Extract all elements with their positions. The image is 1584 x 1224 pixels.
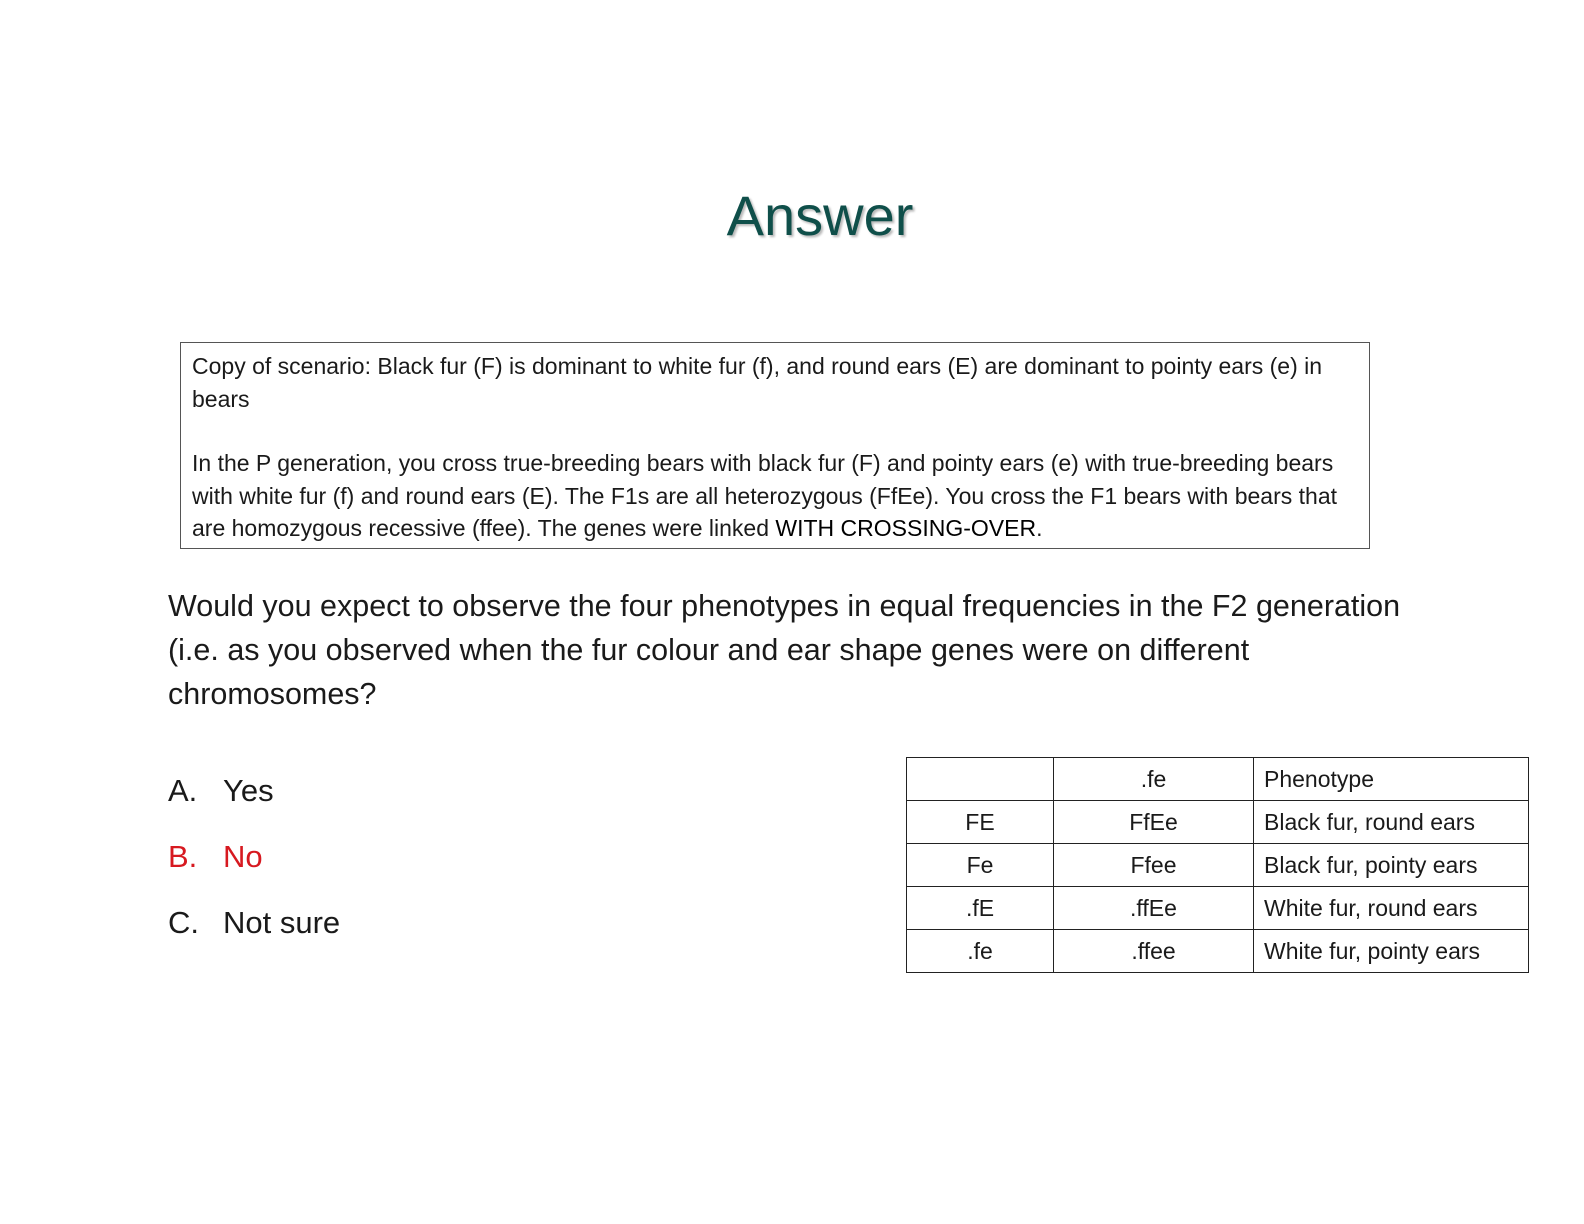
- genotype-cell: .ffee: [1054, 930, 1254, 973]
- table-header-row: [907, 758, 1529, 801]
- scenario-details: [192, 447, 1358, 545]
- option-b-correct[interactable]: [168, 839, 340, 875]
- scenario-details-text: In the P generation, you cross true-breeding bears with black fur (F) and pointy ears (e) with true-breeding bears with white fur (f) and round ears (E). The F1s are all heterozygous (FfEe). You cross the F1 bears with bears that are homozygous recessive (ffee). The genes were linked: [192, 450, 1338, 541]
- phenotype-cell: Black fur, round ears: [1254, 801, 1529, 844]
- gamete-cell: Fe: [907, 844, 1054, 887]
- scenario-box: [180, 342, 1370, 549]
- phenotype-cell: White fur, pointy ears: [1254, 930, 1529, 973]
- gamete-cell: .fE: [907, 887, 1054, 930]
- crossing-over-emphasis: WITH CROSSING-OVER: [775, 515, 1037, 541]
- scenario-intro: Copy of scenario: Black fur (F) is dominant to white fur (f), and round ears (E) are dominant to pointy ears (e) in bears: [192, 353, 1323, 412]
- genotype-cell: Ffee: [1054, 844, 1254, 887]
- option-a[interactable]: [168, 773, 340, 809]
- genotype-phenotype-table: [906, 757, 1529, 973]
- table-row: [907, 801, 1529, 844]
- phenotype-cell: Black fur, pointy ears: [1254, 844, 1529, 887]
- header-cell-gamete: [907, 758, 1054, 801]
- table-row: [907, 844, 1529, 887]
- table-row: [907, 887, 1529, 930]
- header-cell-fe: .fe: [1054, 758, 1254, 801]
- option-c-text: Not sure: [223, 905, 341, 940]
- option-b-text: No: [223, 839, 263, 874]
- slide-title: Answer: [726, 184, 914, 247]
- genotype-cell: .ffEe: [1054, 887, 1254, 930]
- genotype-cell: FfEe: [1054, 801, 1254, 844]
- header-cell-phenotype: Phenotype: [1254, 758, 1529, 801]
- table-row: [907, 930, 1529, 973]
- phenotype-cell: White fur, round ears: [1254, 887, 1529, 930]
- option-b-letter: B.: [168, 839, 198, 874]
- option-a-text: Yes: [223, 773, 274, 808]
- option-c-letter: C.: [168, 905, 199, 940]
- scenario-details-end: .: [1036, 515, 1043, 541]
- option-c[interactable]: [168, 905, 340, 941]
- answer-options: [168, 773, 340, 971]
- gamete-cell: FE: [907, 801, 1054, 844]
- gamete-cell: .fe: [907, 930, 1054, 973]
- question-text: Would you expect to observe the four phenotypes in equal frequencies in the F2 generation (i.e. as you observed when the fur colour and ear shape genes were on different chromosomes?: [168, 589, 1401, 711]
- option-a-letter: A.: [168, 773, 198, 808]
